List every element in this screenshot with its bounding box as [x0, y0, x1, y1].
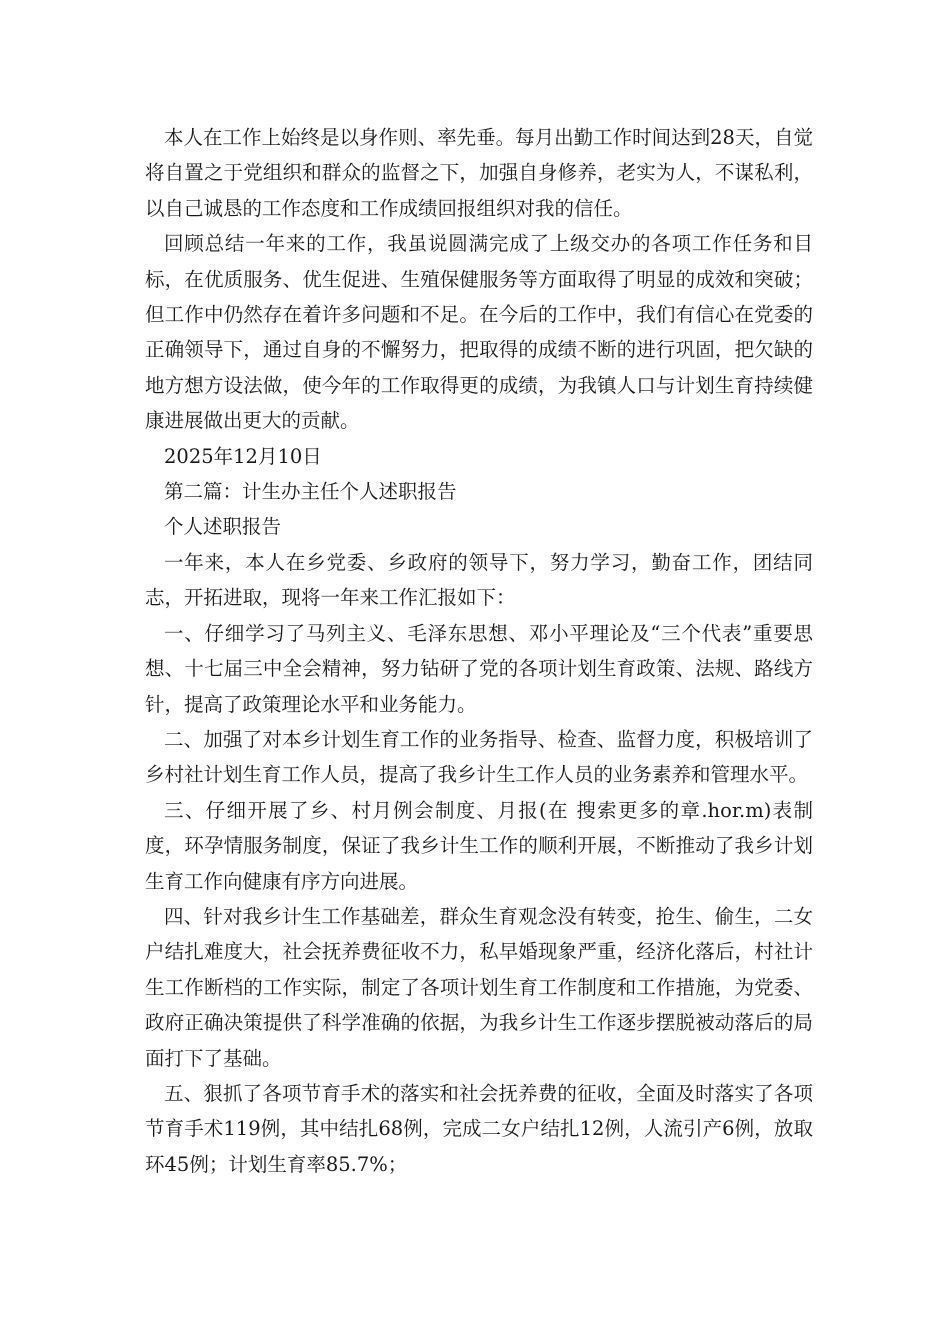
- paragraph-intro: 一年来，本人在乡党委、乡政府的领导下，努力学习，勤奋工作，团结同志，开拓进取，现将一年来工作汇报如下：: [145, 550, 813, 610]
- paragraph-item-1: 一、仔细学习了马列主义、毛泽东思想、邓小平理论及“三个代表”重要思想、十七届三中全会精神，努力钻研了党的各项计划生育政策、法规、路线方针，提高了政策理论水平和业务能力。: [145, 621, 813, 716]
- document-body: [145, 120, 813, 1182]
- paragraph-self-discipline: 本人在工作上始终是以身作则、率先垂。每月出勤工作时间达到28天，自觉将自置之于党组织和群众的监督之下，加强自身修养，老实为人，不谋私利，以自己诚恳的工作态度和工作成绩回报组织对我的信任。: [145, 126, 813, 220]
- section-title: 第二篇：计生办主任个人述职报告: [164, 480, 457, 504]
- report-title: 个人述职报告: [164, 515, 282, 539]
- paragraph-item-5: 五、狠抓了各项节育手术的落实和社会抚养费的征收，全面及时落实了各项节育手术119例，其中结扎68例，完成二女户结扎12例，人流引产6例，放取环45例；计划生育率85.7%；: [145, 1081, 813, 1176]
- paragraph-review-summary: 回顾总结一年来的工作，我虽说圆满完成了上级交办的各项工作任务和目标，在优质服务、优生促进、生殖保健服务等方面取得了明显的成效和突破；但工作中仍然存在着许多问题和不足。在今后的工作中，我们有信心在党委的正确领导下，通过自身的不懈努力，把取得的成绩不断的进行巩固，把欠缺的地方想方设法做，使今年的工作取得更的成绩，为我镇人口与计划生育持续健康进展做出更大的贡献。: [145, 232, 813, 433]
- paragraph-item-2: 二、加强了对本乡计划生育工作的业务指导、检查、监督力度，积极培训了乡村社计划生育工作人员，提高了我乡计生工作人员的业务素养和管理水平。: [145, 727, 813, 787]
- paragraph-item-4: 四、针对我乡计生工作基础差，群众生育观念没有转变，抢生、偷生，二女户结扎难度大，社会抚养费征收不力，私早婚现象严重，经济化落后，村社计生工作断档的工作实际，制定了各项计划生育工作制度和工作措施，为党委、政府正确决策提供了科学准确的依据，为我乡计生工作逐步摆脱被动落后的局面打下了基础。: [145, 904, 813, 1070]
- paragraph-item-3: 三、仔细开展了乡、村月例会制度、月报(在 搜索更多的章.hor.m)表制度，环孕情服务制度，保证了我乡计生工作的顺利开展，不断推动了我乡计划生育工作向健康有序方向进展。: [145, 798, 813, 893]
- document-date: 2025年12月10日: [164, 444, 322, 468]
